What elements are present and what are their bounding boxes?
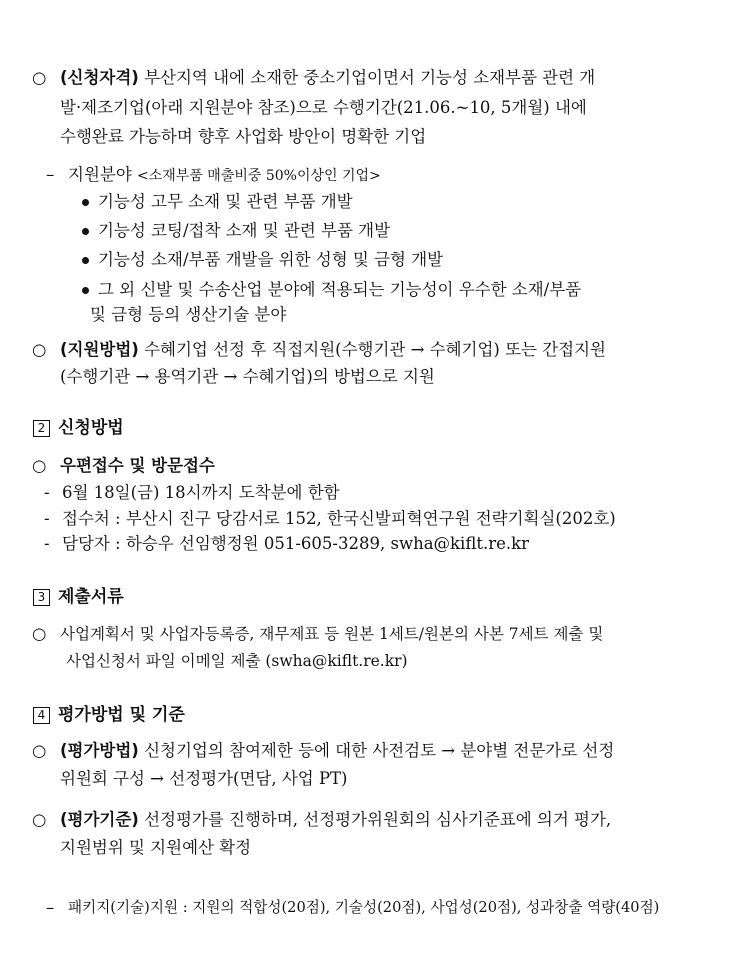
evaluation-method-text-1: 신청기업의 참여제한 등에 대한 사전검토 → 분야별 전문가로 선정 bbox=[144, 741, 615, 760]
evaluation-method-label: (평가방법) bbox=[60, 741, 139, 760]
section-2-title: 신청방법 bbox=[58, 418, 124, 438]
evaluation-method-line-2: 위원회 구성 → 선정평가(면담, 사업 PT) bbox=[60, 769, 348, 788]
support-method-text-1: 수혜기업 선정 후 직접지원(수행기관 → 수혜기업) 또는 간접지원 bbox=[144, 340, 606, 359]
bullet-circle: ○ bbox=[32, 68, 47, 87]
address-text: 접수처 : 부산시 진구 당감서로 152, 한국신발피혁연구원 전략기획실(202호) bbox=[62, 509, 616, 528]
dash-marker: - bbox=[44, 509, 50, 528]
bullet-circle: ○ bbox=[32, 340, 47, 359]
section-number: 4 bbox=[33, 707, 50, 724]
eligibility-line-1 bbox=[60, 68, 695, 88]
section-number: 3 bbox=[33, 589, 50, 606]
support-method-line-1 bbox=[60, 340, 606, 360]
bullet-dot bbox=[82, 287, 89, 294]
eligibility-line-2: 발·제조기업(아래 지원분야 참조)으로 수행기간(21.06.~10, 5개월) 내에 bbox=[60, 98, 587, 117]
section-2-subtitle: 우편접수 및 방문접수 bbox=[60, 456, 215, 475]
section-3-title: 제출서류 bbox=[58, 587, 124, 607]
eligibility-text-1: 부산지역 내에 소재한 중소기업이면서 기능성 소재부품 관련 개 bbox=[144, 68, 596, 87]
bullet-circle: ○ bbox=[32, 456, 47, 475]
support-fields-heading bbox=[68, 165, 381, 186]
evaluation-method-line-1 bbox=[60, 741, 614, 761]
package-criteria-text: 패키지(기술)지원 : 지원의 적합성(20점), 기술성(20점), 사업성(20점), 성과창출 역량(40점) bbox=[68, 899, 660, 916]
contact-text: 담당자 : 하승우 선임행정원 051-605-3289, swha@kiflt.re.kr bbox=[62, 534, 529, 553]
evaluation-criteria-line-1 bbox=[60, 810, 611, 830]
eligibility-line-3: 수행완료 가능하며 향후 사업화 방안이 명확한 기업 bbox=[60, 127, 427, 146]
bullet-circle: ○ bbox=[32, 810, 47, 829]
support-method-line-2: (수행기관 → 용역기관 → 수혜기업)의 방법으로 지원 bbox=[60, 367, 435, 386]
bullet-circle: ○ bbox=[32, 624, 47, 643]
documents-line-2: 사업신청서 파일 이메일 제출 (swha@kiflt.re.kr) bbox=[66, 652, 408, 670]
section-2-heading bbox=[33, 418, 124, 438]
evaluation-criteria-line-2: 지원범위 및 지원예산 확정 bbox=[60, 838, 252, 857]
evaluation-criteria-label: (평가기준) bbox=[60, 810, 139, 829]
deadline-text: 6월 18일(금) 18시까지 도착분에 한함 bbox=[62, 483, 340, 502]
dash-marker: - bbox=[44, 534, 50, 553]
section-number: 2 bbox=[33, 420, 50, 437]
evaluation-criteria-text-1: 선정평가를 진행하며, 선정평가위원회의 심사기준표에 의거 평가, bbox=[144, 810, 612, 829]
support-field-item: 기능성 고무 소재 및 관련 부품 개발 bbox=[98, 192, 353, 211]
support-fields-title: 지원분야 bbox=[68, 165, 132, 184]
dash-marker: – bbox=[46, 165, 55, 184]
support-field-item-continued: 및 금형 등의 생산기술 분야 bbox=[90, 305, 287, 324]
bullet-dot bbox=[82, 228, 89, 235]
section-3-heading bbox=[33, 587, 124, 607]
support-field-item: 기능성 소재/부품 개발을 위한 성형 및 금형 개발 bbox=[98, 250, 444, 269]
dash-marker: - bbox=[44, 483, 50, 502]
section-4-heading bbox=[33, 705, 185, 725]
support-field-item: 기능성 코팅/접착 소재 및 관련 부품 개발 bbox=[98, 221, 391, 240]
support-method-label: (지원방법) bbox=[60, 340, 139, 359]
dash-marker: – bbox=[46, 898, 55, 917]
bullet-dot bbox=[82, 199, 89, 206]
documents-line-1: 사업계획서 및 사업자등록증, 재무제표 등 원본 1세트/원본의 사본 7세트 제출 및 bbox=[60, 625, 604, 643]
support-fields-note: <소재부품 매출비중 50%이상인 기업> bbox=[137, 168, 381, 184]
eligibility-label: (신청자격) bbox=[60, 68, 139, 87]
support-field-item: 그 외 신발 및 수송산업 분야에 적용되는 기능성이 우수한 소재/부품 bbox=[98, 280, 582, 299]
bullet-dot bbox=[82, 257, 89, 264]
section-4-title: 평가방법 및 기준 bbox=[58, 705, 185, 725]
bullet-circle: ○ bbox=[32, 741, 47, 760]
